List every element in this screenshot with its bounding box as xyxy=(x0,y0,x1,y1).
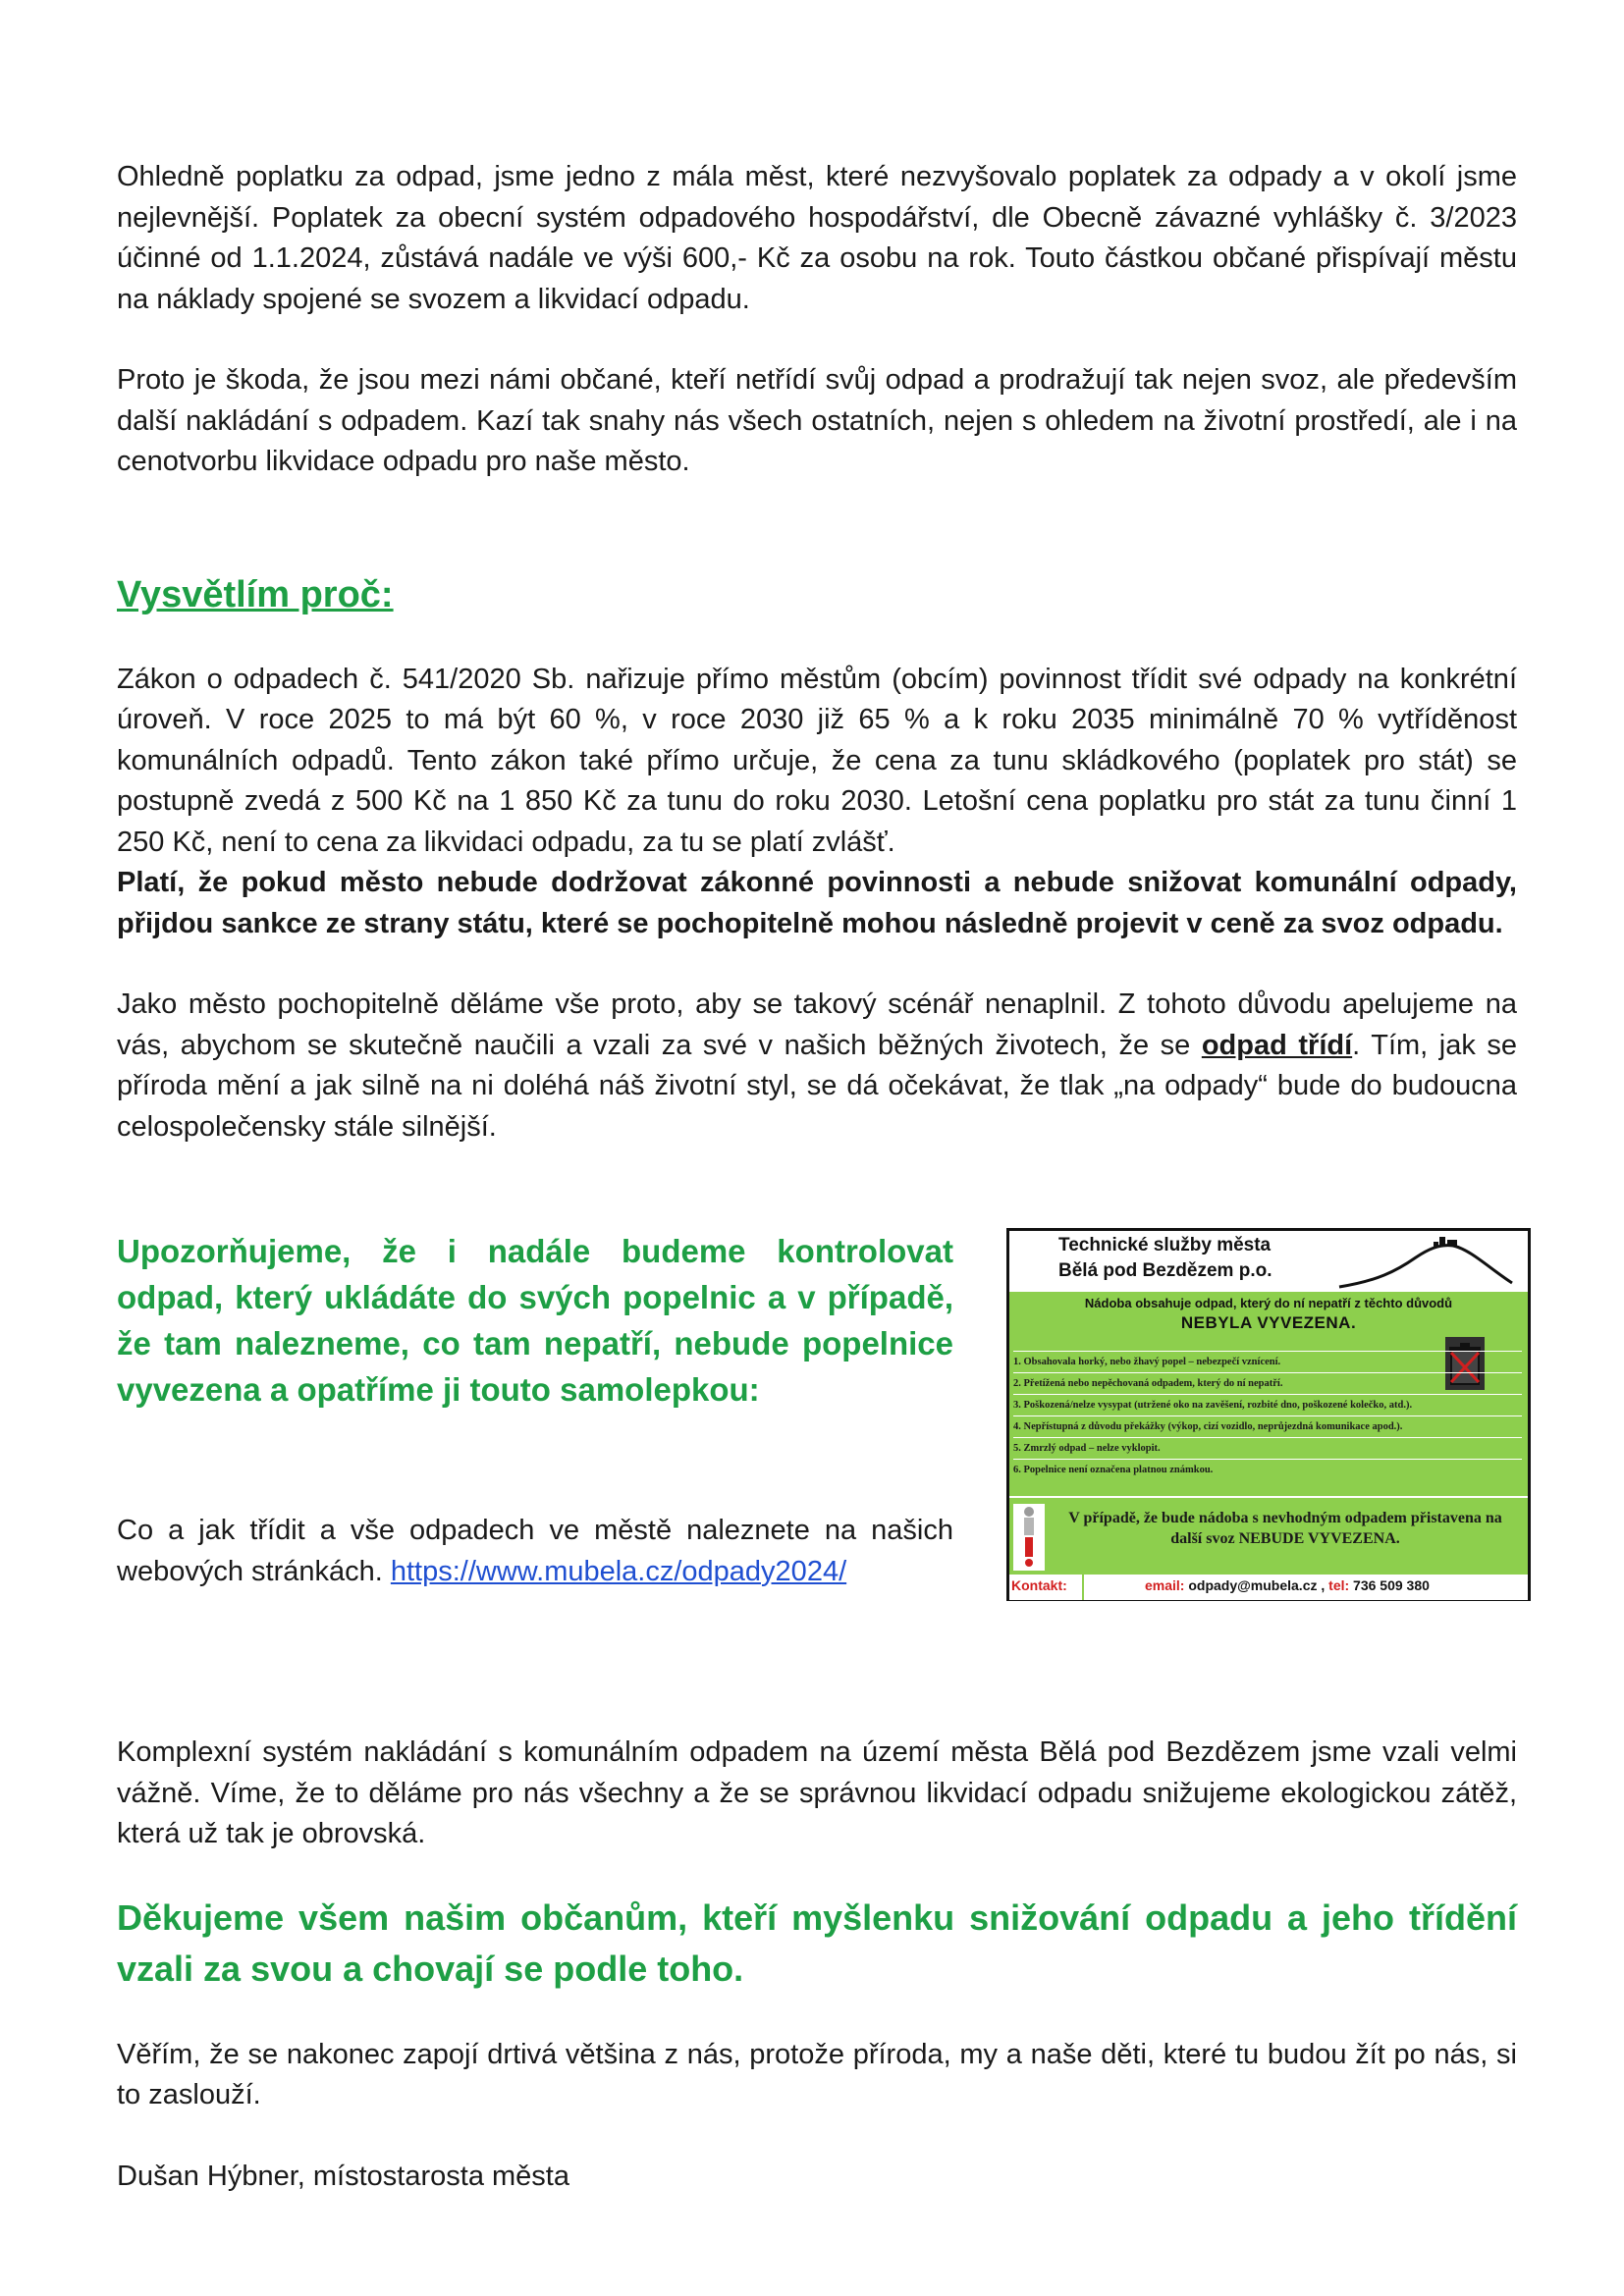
sticker-reason: 3. Poškozená/nelze vysypat (utržené oko na zavěšení, rozbité dno, poškozené kolečko, atd.). xyxy=(1013,1394,1522,1415)
sticker-warning-text: V případě, že bude nádoba s nevhodným odpadem přistavena na další svoz NEBUDE VYVEZENA. xyxy=(1068,1510,1502,1547)
paragraph-sorting-shame: Proto je škoda, že jsou mezi námi občané, kteří netřídí svůj odpad a prodražují tak nejen svoz, ale především další nakládání s odpadem. Kazí tak snahy nás všech ostatních, nejen s ohledem na životní prostředí, ale i na cenotvorbu likvidace odpadu pro naše město. xyxy=(117,364,1517,477)
document-page xyxy=(117,157,1517,2197)
exclamation-figure-icon xyxy=(1013,1504,1045,1571)
sticker-title-line1: Technické služby města xyxy=(1058,1235,1272,1255)
sticker-contact-label: Kontakt: xyxy=(1011,1577,1067,1593)
sticker-reason: 5. Zmrzlý odpad – nelze vyklopit. xyxy=(1013,1437,1522,1459)
paragraph-law: Zákon o odpadech č. 541/2020 Sb. nařizuje přímo městům (obcím) povinnost třídit své odpady na konkrétní úroveň. V roce 2025 to má být 60 %, v roce 2030 již 65 % a k roku 2035 minimálně 70 % vytříděnost komunálních odpadů. Tento zákon také přímo určuje, že cena za tunu skládkového (poplatek pro stát) se postupně zvedá z 500 Kč na 1 850 Kč za tunu do roku 2030. Letošní cena poplatku pro stát za tunu činní 1 250 Kč, není to cena za likvidaci odpadu, za tu se platí zvlášť. xyxy=(117,663,1517,858)
waste-sticker-image xyxy=(1006,1228,1531,1601)
sticker-contact-bar xyxy=(1009,1573,1528,1600)
sticker-reason-list xyxy=(1013,1351,1522,1480)
sticker-reasons-panel xyxy=(1009,1292,1528,1496)
sticker-title-line2: Bělá pod Bezdězem p.o. xyxy=(1058,1260,1272,1281)
paragraph-complex-system: Komplexní systém nakládání s komunálním odpadem na území města Bělá pod Bezdězem jsme vzali velmi vážně. Víme, že to děláme pro nás všechny a že se správnou likvidací odpadu snižujeme ekologickou zátěž, která už tak je obrovská. xyxy=(117,1736,1517,1849)
paragraph-appeal xyxy=(117,985,1517,1148)
appeal-text-start: Jako město pochopitelně děláme vše proto, aby se takový scénář nenaplnil. Z tohoto důvodu apelujeme na vás, abychom se skutečně naučili a vzali za své v našich běžných životech, že se xyxy=(117,988,1517,1061)
control-warning: Upozorňujeme, že i nadále budeme kontrolovat odpad, který ukládáte do svých popelnic a v případě, že tam nalezneme, co tam nepatří, nebude popelnice vyvezena a opatříme ji touto samolepkou: xyxy=(117,1233,953,1408)
bezdez-hill-icon xyxy=(1337,1234,1514,1289)
sticker-contact-details: email: odpady@mubela.cz , tel: 736 509 380 xyxy=(1145,1577,1430,1593)
sticker-contact-divider xyxy=(1082,1575,1084,1600)
sticker-headline: NEBYLA VYVEZENA. xyxy=(1180,1313,1357,1332)
sticker-email-label: email: xyxy=(1145,1577,1185,1593)
sticker-email: odpady@mubela.cz xyxy=(1188,1577,1318,1593)
sticker-reason: 4. Nepřístupná z důvodu překážky (výkop, cizí vozidlo, neprůjezdná komunikace apod.). xyxy=(1013,1415,1522,1437)
sticker-section xyxy=(117,1228,1517,1640)
sticker-header xyxy=(1009,1231,1528,1292)
sticker-title xyxy=(1058,1233,1272,1284)
sticker-tel: 736 509 380 xyxy=(1353,1577,1430,1593)
paragraph-fee: Ohledně poplatku za odpad, jsme jedno z mála měst, které nezvyšovalo poplatek za odpady a v okolí jsme nejlevnější. Poplatek za obecní systém odpadového hospodářství, dle Obecně závazné vyhlášky č. 3/2023 účinné od 1.1.2024, zůstává nadále ve výši 600,- Kč za osobu na rok. Touto částkou občané přispívají městu na náklady spojené se svozem a likvidací odpadu. xyxy=(117,161,1517,315)
web-info-text: Co a jak třídit a vše odpadech ve městě naleznete na našich webových stránkách. xyxy=(117,1515,953,1587)
paragraph-belief: Věřím, že se nakonec zapojí drtivá většina z nás, protože příroda, my a naše děti, které tu budou žít po nás, si to zaslouží. xyxy=(117,2038,1517,2110)
appeal-text-end: . Tím, jak se příroda mění a jak silně na ni doléhá náš životní styl, se dá očekávat, že tlak „na odpady“ bude do budoucna celospolečensky stále silnější. xyxy=(117,1029,1517,1143)
signature: Dušan Hýbner, místostarosta města xyxy=(117,2160,569,2192)
paragraph-law-bold: Platí, že pokud město nebude dodržovat zákonné povinnosti a nebude snižovat komunální odpady, přijdou sankce ze strany státu, které se pochopitelně mohou následně projevit v ceně za svoz odpadu. xyxy=(117,867,1517,939)
sticker-reason: 2. Přetížená nebo nepěchovaná odpadem, který do ní nepatří. xyxy=(1013,1372,1522,1394)
sticker-reason: 1. Obsahovala horký, nebo žhavý popel – nebezpečí vznícení. xyxy=(1013,1351,1522,1372)
sticker-tel-label: tel: xyxy=(1328,1577,1350,1593)
odpad-tridi-emphasis: odpad třídí xyxy=(1201,1029,1353,1061)
sticker-warning-panel xyxy=(1009,1496,1528,1575)
thanks-heading: Děkujeme všem našim občanům, kteří myšlenku snižování odpadu a jeho třídění vzali za svou a chovají se podle toho. xyxy=(117,1896,1517,1989)
sticker-subtitle: Nádoba obsahuje odpad, který do ní nepatří z těchto důvodů xyxy=(1084,1296,1453,1310)
sticker-section-text xyxy=(117,1228,953,1592)
web-info-paragraph xyxy=(117,1511,953,1592)
section-heading: Vysvětlím proč: xyxy=(117,573,394,615)
odpady-link[interactable]: https://www.mubela.cz/odpady2024/ xyxy=(390,1555,847,1587)
sticker-reason: 6. Popelnice není označena platnou známkou. xyxy=(1013,1459,1522,1480)
